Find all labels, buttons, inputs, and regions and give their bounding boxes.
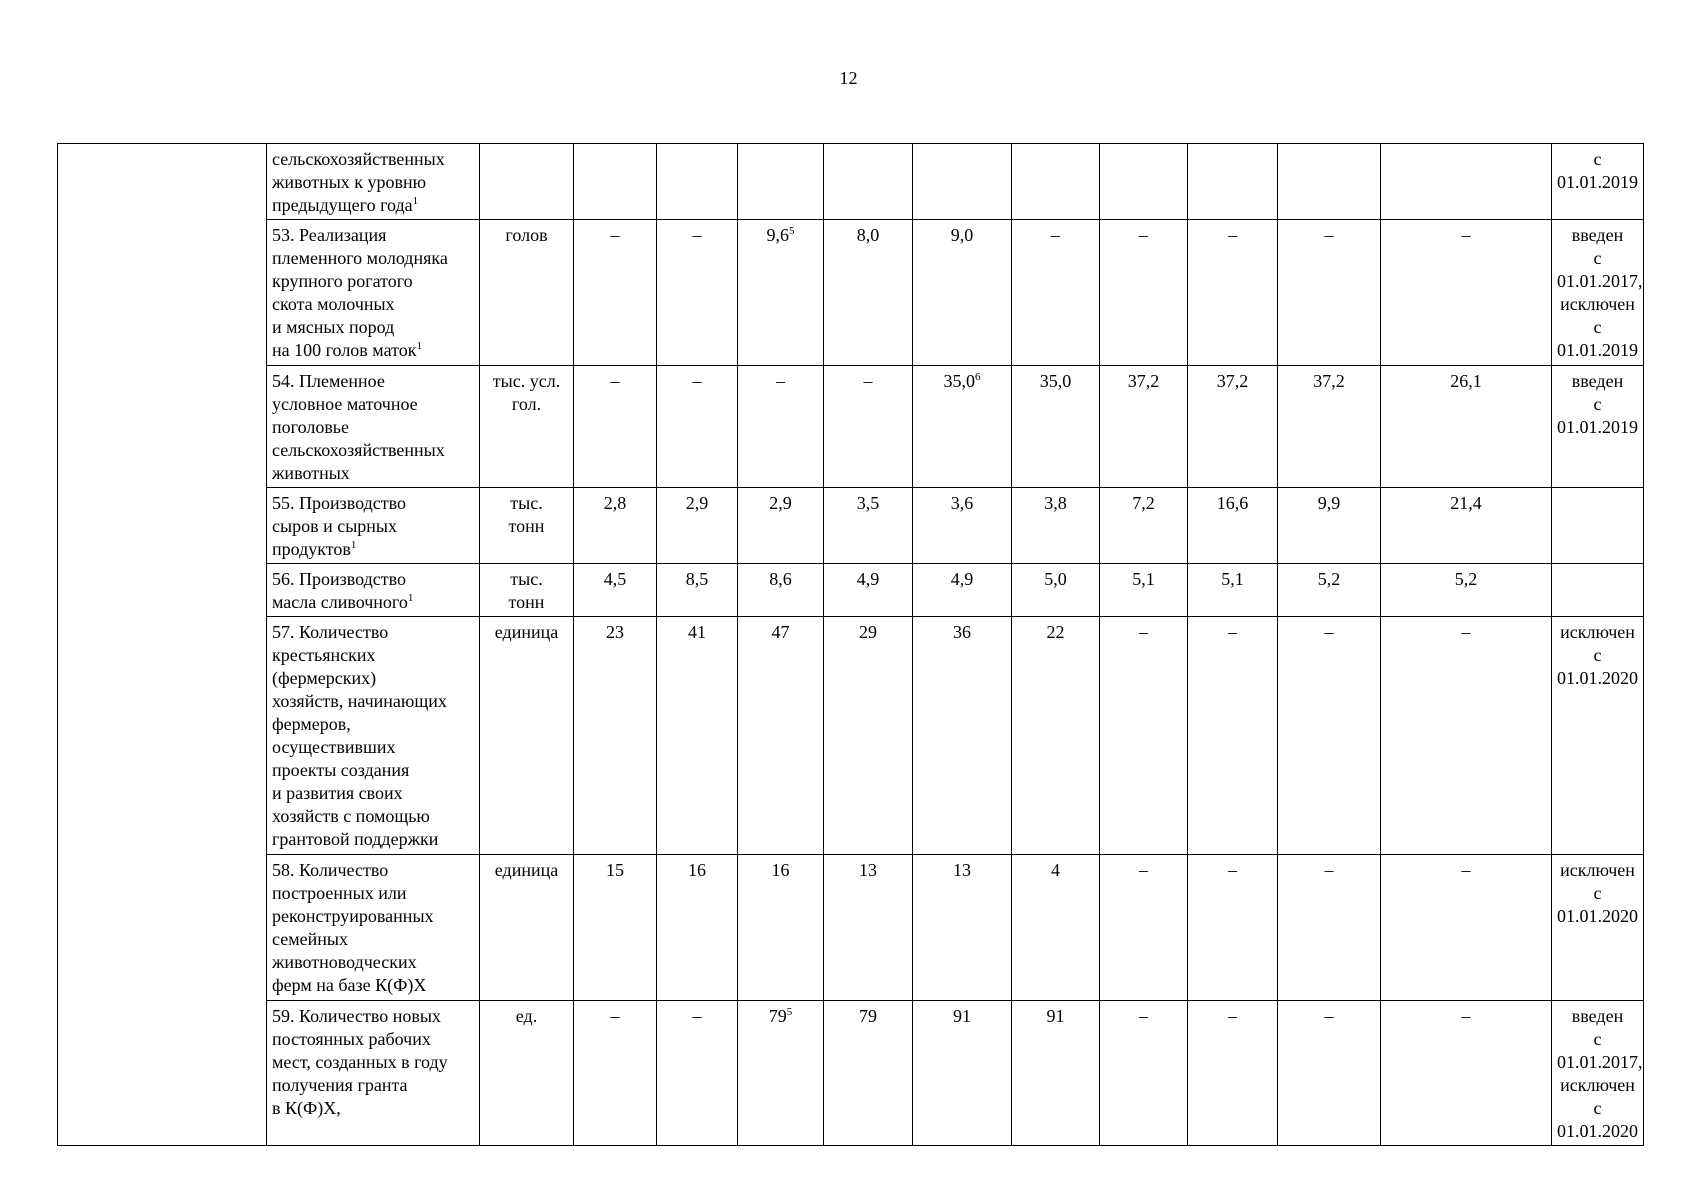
value-cell bbox=[1012, 488, 1100, 564]
table-row bbox=[58, 564, 1644, 617]
value-text: – bbox=[1461, 622, 1471, 642]
value-text: 35,0 bbox=[1039, 371, 1072, 391]
value-text: 4 bbox=[1051, 860, 1060, 880]
value-cell bbox=[657, 220, 738, 366]
value-text: 47 bbox=[771, 622, 790, 642]
value-cell bbox=[1381, 564, 1552, 617]
indicator-name-cell bbox=[267, 220, 480, 366]
value-cell bbox=[738, 488, 824, 564]
value-cell bbox=[1100, 144, 1188, 220]
page-number: 12 bbox=[839, 68, 858, 88]
value-cell bbox=[1278, 144, 1381, 220]
value-text: 9,6 bbox=[766, 225, 789, 245]
value-text: 35,0 bbox=[943, 371, 975, 391]
note-cell bbox=[1552, 1001, 1644, 1146]
value-text: 3,8 bbox=[1044, 493, 1067, 513]
value-text: – bbox=[1324, 1006, 1334, 1026]
value-text: – bbox=[610, 225, 620, 245]
indicator-name-cell bbox=[267, 144, 480, 220]
value-text: 13 bbox=[859, 860, 877, 880]
value-cell bbox=[824, 366, 913, 488]
note-cell bbox=[1552, 855, 1644, 1001]
indicator-name-cell bbox=[267, 617, 480, 855]
table-row bbox=[58, 220, 1644, 366]
value-cell bbox=[824, 1001, 913, 1146]
note-text: введен с 01.01.2017, исключен с 01.01.2020 bbox=[1557, 1006, 1643, 1141]
value-text: 21,4 bbox=[1450, 493, 1482, 513]
value-cell bbox=[738, 617, 824, 855]
note-text: исключен с 01.01.2020 bbox=[1557, 860, 1638, 926]
value-cell bbox=[913, 617, 1012, 855]
value-text: – bbox=[1461, 860, 1471, 880]
value-cell bbox=[913, 144, 1012, 220]
value-cell bbox=[1188, 617, 1278, 855]
value-text: 37,2 bbox=[1216, 371, 1249, 391]
value-text: 3,6 bbox=[950, 493, 974, 513]
indicator-name: 58. Количество построенных или реконструированных семейных животноводческих ферм на базе К(Ф)Х bbox=[272, 860, 434, 995]
note-cell bbox=[1552, 220, 1644, 366]
value-cell bbox=[657, 144, 738, 220]
value-text: – bbox=[1139, 860, 1148, 880]
value-cell bbox=[574, 855, 657, 1001]
value-text: 91 bbox=[953, 1006, 971, 1026]
value-cell bbox=[1278, 220, 1381, 366]
footnote-mark: 1 bbox=[350, 539, 357, 551]
value-cell bbox=[1381, 617, 1552, 855]
value-cell bbox=[1278, 1001, 1381, 1146]
unit-cell bbox=[480, 488, 574, 564]
footnote-mark: 5 bbox=[789, 225, 795, 237]
value-text: 16 bbox=[688, 860, 706, 880]
value-text: 5,0 bbox=[1044, 569, 1067, 589]
value-text: 16,6 bbox=[1216, 493, 1249, 513]
unit-cell bbox=[480, 366, 574, 488]
value-text: – bbox=[1324, 860, 1334, 880]
value-text: 7,2 bbox=[1132, 493, 1155, 513]
value-cell bbox=[738, 855, 824, 1001]
value-cell bbox=[1278, 366, 1381, 488]
value-text: 2,9 bbox=[769, 493, 792, 513]
value-cell bbox=[1188, 564, 1278, 617]
value-cell bbox=[1100, 1001, 1188, 1146]
value-cell bbox=[1188, 855, 1278, 1001]
table-body bbox=[58, 144, 1644, 1146]
indicator-name: 57. Количество крестьянских (фермерских) хозяйств, начинающих фермеров, осуществивших проекты создания и развития своих хозяйств с помощью грантовой поддержки bbox=[272, 622, 447, 849]
value-text: – bbox=[692, 225, 702, 245]
value-cell bbox=[824, 220, 913, 366]
value-cell bbox=[574, 617, 657, 855]
footnote-mark: 1 bbox=[416, 340, 422, 352]
footnote-mark: 5 bbox=[786, 1006, 793, 1018]
value-cell bbox=[738, 1001, 824, 1146]
table-row bbox=[58, 617, 1644, 855]
unit-cell bbox=[480, 1001, 574, 1146]
value-cell bbox=[574, 1001, 657, 1146]
value-cell bbox=[913, 220, 1012, 366]
value-text: 41 bbox=[688, 622, 706, 642]
value-cell bbox=[913, 564, 1012, 617]
indicator-name: 53. Реализация племенного молодняка крупного рогатого скота молочных и мясных пород на 100 голов маток bbox=[272, 225, 448, 360]
value-cell bbox=[824, 144, 913, 220]
unit-label: единица bbox=[494, 860, 559, 880]
value-text: 2,8 bbox=[603, 493, 627, 513]
value-cell bbox=[657, 366, 738, 488]
section-cell bbox=[58, 144, 267, 1146]
indicator-name-cell bbox=[267, 488, 480, 564]
indicator-name-cell bbox=[267, 564, 480, 617]
value-cell bbox=[1278, 488, 1381, 564]
value-text: 4,9 bbox=[856, 569, 880, 589]
value-cell bbox=[657, 1001, 738, 1146]
indicator-name: 54. Племенное условное маточное поголовье сельскохозяйственных животных bbox=[272, 371, 445, 483]
value-cell bbox=[1012, 617, 1100, 855]
value-cell bbox=[913, 366, 1012, 488]
value-cell bbox=[1188, 488, 1278, 564]
unit-label: голов bbox=[505, 225, 548, 245]
footnote-mark: 6 bbox=[975, 371, 981, 383]
value-cell bbox=[913, 855, 1012, 1001]
table-row bbox=[58, 144, 1644, 220]
value-text: 5,2 bbox=[1454, 569, 1478, 589]
value-cell bbox=[657, 488, 738, 564]
value-cell bbox=[824, 855, 913, 1001]
note-text: исключен с 01.01.2020 bbox=[1557, 622, 1638, 688]
note-cell bbox=[1552, 488, 1644, 564]
indicator-name-cell bbox=[267, 855, 480, 1001]
value-text: 3,5 bbox=[856, 493, 880, 513]
value-cell bbox=[738, 366, 824, 488]
value-cell bbox=[574, 564, 657, 617]
value-cell bbox=[1100, 855, 1188, 1001]
value-text: 2,9 bbox=[685, 493, 709, 513]
indicator-name: 56. Производство масла сливочного bbox=[272, 569, 408, 612]
note-cell bbox=[1552, 366, 1644, 488]
value-text: 5,2 bbox=[1317, 569, 1341, 589]
value-text: 5,1 bbox=[1221, 569, 1244, 589]
unit-cell bbox=[480, 855, 574, 1001]
value-text: – bbox=[610, 1006, 620, 1026]
value-text: 22 bbox=[1046, 622, 1065, 642]
note-cell bbox=[1552, 617, 1644, 855]
value-cell bbox=[824, 488, 913, 564]
value-cell bbox=[1188, 220, 1278, 366]
table-row bbox=[58, 1001, 1644, 1146]
value-text: 8,0 bbox=[856, 225, 880, 245]
value-cell bbox=[574, 488, 657, 564]
value-cell bbox=[1278, 855, 1381, 1001]
value-cell bbox=[1100, 488, 1188, 564]
value-text: – bbox=[1461, 1006, 1471, 1026]
value-cell bbox=[824, 617, 913, 855]
value-text: 4,9 bbox=[950, 569, 974, 589]
value-text: – bbox=[1139, 225, 1148, 245]
value-text: – bbox=[692, 371, 702, 391]
value-text: – bbox=[1228, 622, 1237, 642]
indicators-table bbox=[57, 143, 1644, 1146]
note-cell bbox=[1552, 564, 1644, 617]
value-cell bbox=[1381, 855, 1552, 1001]
value-text: 37,2 bbox=[1313, 371, 1345, 391]
value-cell bbox=[1100, 564, 1188, 617]
unit-cell bbox=[480, 617, 574, 855]
note-text: введен с 01.01.2019 bbox=[1557, 371, 1638, 437]
value-text: 79 bbox=[859, 1006, 877, 1026]
value-cell bbox=[913, 488, 1012, 564]
indicator-name-cell bbox=[267, 366, 480, 488]
value-cell bbox=[657, 564, 738, 617]
table-row bbox=[58, 488, 1644, 564]
indicator-name: сельскохозяйственных животных к уровню предыдущего года bbox=[272, 149, 445, 215]
value-text: – bbox=[1324, 622, 1334, 642]
value-text: 8,6 bbox=[769, 569, 792, 589]
unit-label: ед. bbox=[515, 1006, 538, 1026]
value-text: 5,1 bbox=[1132, 569, 1155, 589]
table-row bbox=[58, 366, 1644, 488]
value-cell bbox=[1012, 220, 1100, 366]
note-text: введен с 01.01.2017, исключен с 01.01.2019 bbox=[1557, 225, 1643, 360]
value-cell bbox=[657, 855, 738, 1001]
value-cell bbox=[1381, 366, 1552, 488]
value-cell bbox=[1100, 220, 1188, 366]
value-text: 23 bbox=[606, 622, 624, 642]
value-cell bbox=[1100, 366, 1188, 488]
value-cell bbox=[1188, 144, 1278, 220]
value-cell bbox=[738, 144, 824, 220]
value-cell bbox=[1012, 855, 1100, 1001]
value-text: 29 bbox=[859, 622, 877, 642]
unit-cell bbox=[480, 144, 574, 220]
unit-label: единица bbox=[494, 622, 559, 642]
value-cell bbox=[1278, 617, 1381, 855]
value-text: – bbox=[1461, 225, 1471, 245]
unit-cell bbox=[480, 220, 574, 366]
value-cell bbox=[824, 564, 913, 617]
value-text: – bbox=[1228, 225, 1237, 245]
value-text: 26,1 bbox=[1450, 371, 1482, 391]
value-cell bbox=[1188, 366, 1278, 488]
value-cell bbox=[1100, 617, 1188, 855]
unit-label: тыс. усл. гол. bbox=[492, 371, 561, 414]
value-text: 13 bbox=[953, 860, 971, 880]
value-text: – bbox=[1228, 860, 1237, 880]
value-cell bbox=[1381, 1001, 1552, 1146]
value-text: – bbox=[1324, 225, 1334, 245]
note-cell bbox=[1552, 144, 1644, 220]
value-text: 15 bbox=[606, 860, 624, 880]
value-text: – bbox=[610, 371, 620, 391]
table-row bbox=[58, 855, 1644, 1001]
value-text: 4,5 bbox=[603, 569, 627, 589]
value-text: – bbox=[1051, 225, 1060, 245]
value-cell bbox=[1012, 144, 1100, 220]
value-cell bbox=[574, 220, 657, 366]
value-cell bbox=[1381, 144, 1552, 220]
unit-label: тыс. тонн bbox=[508, 493, 545, 536]
value-text: 8,5 bbox=[685, 569, 709, 589]
indicator-name: 59. Количество новых постоянных рабочих мест, созданных в году получения гранта в К(Ф)Х, bbox=[272, 1006, 448, 1118]
value-text: – bbox=[776, 371, 785, 391]
indicator-name-cell bbox=[267, 1001, 480, 1146]
footnote-mark: 1 bbox=[412, 195, 419, 207]
value-cell bbox=[913, 1001, 1012, 1146]
unit-label: тыс. тонн bbox=[508, 569, 545, 612]
value-text: 9,0 bbox=[950, 225, 974, 245]
value-cell bbox=[1188, 1001, 1278, 1146]
value-text: – bbox=[1228, 1006, 1237, 1026]
value-text: – bbox=[1139, 1006, 1148, 1026]
value-cell bbox=[1381, 488, 1552, 564]
value-text: – bbox=[692, 1006, 702, 1026]
value-cell bbox=[574, 366, 657, 488]
value-text: – bbox=[863, 371, 873, 391]
unit-cell bbox=[480, 564, 574, 617]
value-cell bbox=[574, 144, 657, 220]
value-text: 91 bbox=[1046, 1006, 1065, 1026]
value-text: 36 bbox=[953, 622, 971, 642]
value-text: 9,9 bbox=[1317, 493, 1341, 513]
value-cell bbox=[738, 220, 824, 366]
indicator-name: 55. Производство сыров и сырных продуктов bbox=[272, 493, 406, 559]
value-cell bbox=[1012, 366, 1100, 488]
value-text: 37,2 bbox=[1127, 371, 1160, 391]
value-text: 79 bbox=[768, 1006, 787, 1026]
value-cell bbox=[1012, 1001, 1100, 1146]
footnote-mark: 1 bbox=[407, 592, 414, 604]
value-text: 16 bbox=[771, 860, 790, 880]
value-cell bbox=[1012, 564, 1100, 617]
value-cell bbox=[657, 617, 738, 855]
value-cell bbox=[1278, 564, 1381, 617]
value-cell bbox=[738, 564, 824, 617]
value-text: – bbox=[1139, 622, 1148, 642]
note-text: с 01.01.2019 bbox=[1557, 149, 1638, 192]
value-cell bbox=[1381, 220, 1552, 366]
